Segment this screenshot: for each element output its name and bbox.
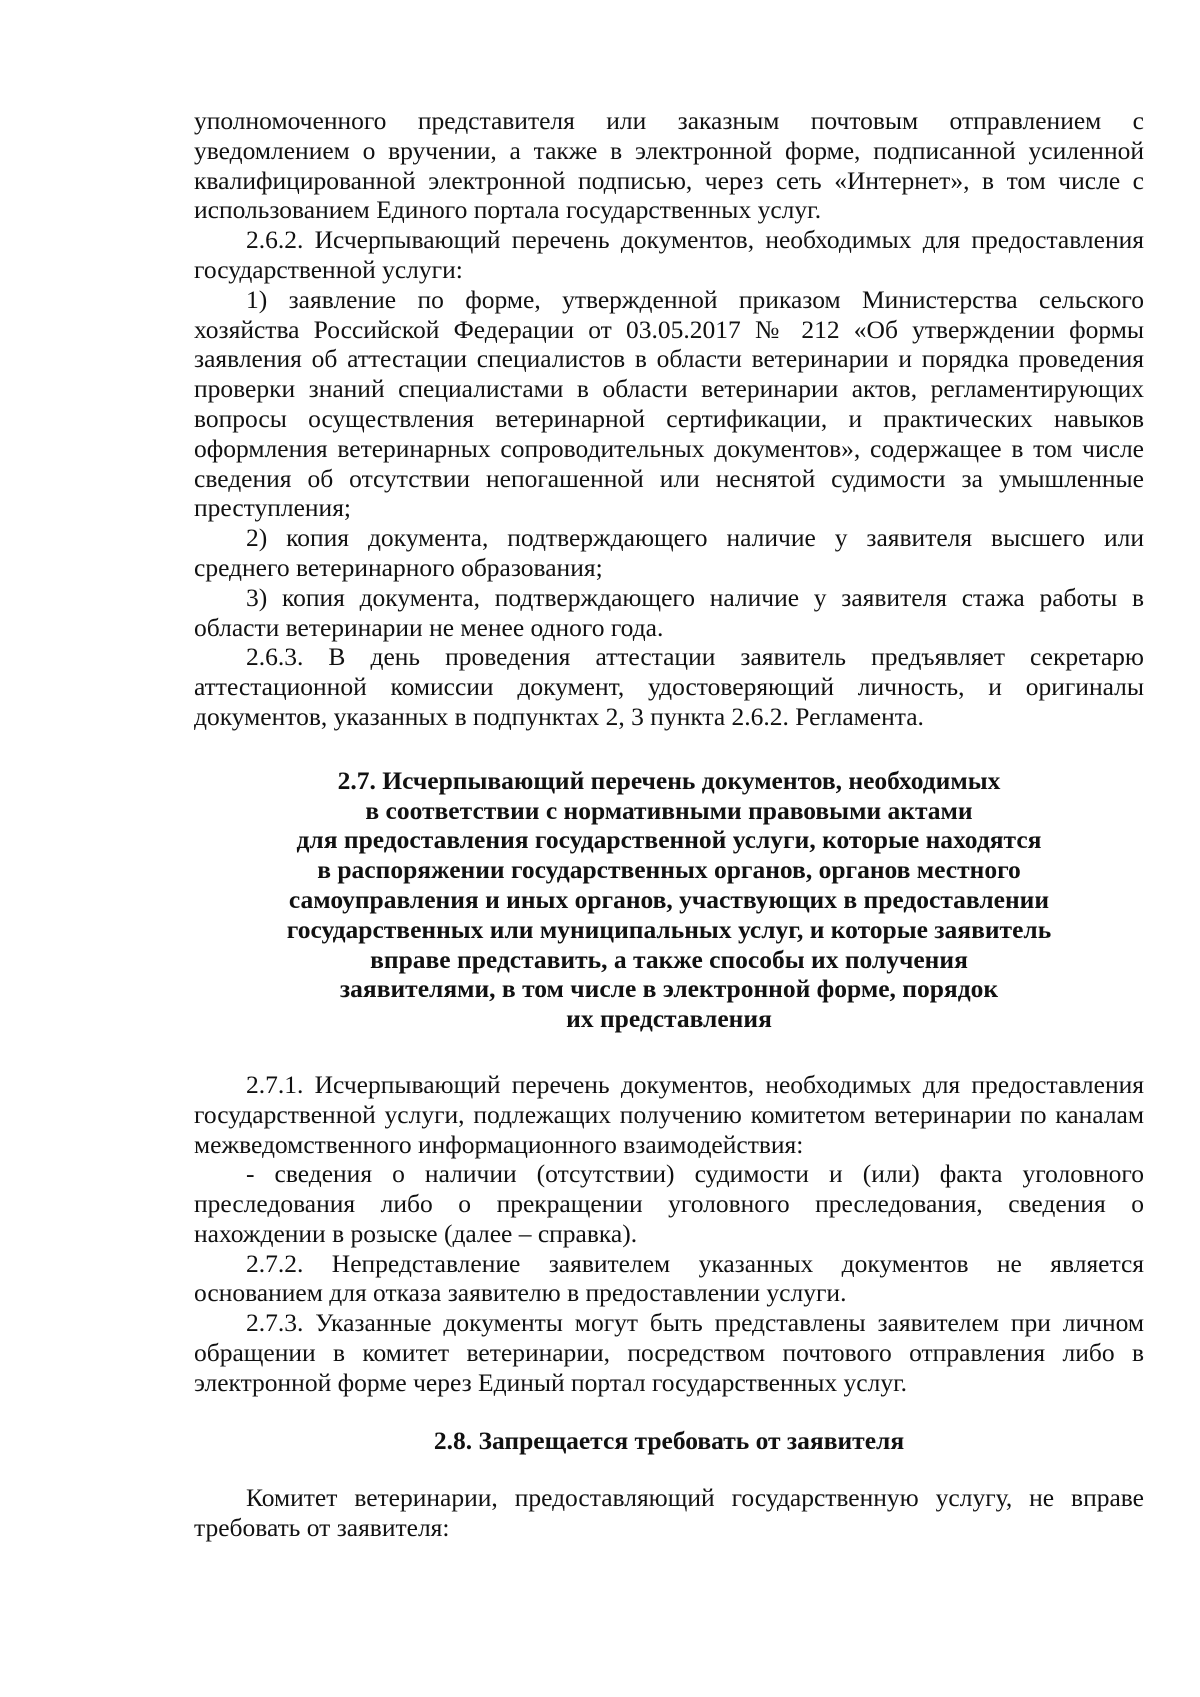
paragraph-2-7-3: 2.7.3. Указанные документы могут быть представлены заявителем при личном обращении в комитет ветеринарии, посредством почтового отправления либо в электронной форме через Единый портал государственных услуг. bbox=[194, 1308, 1144, 1397]
section-heading-2-8: 2.8. Запрещается требовать от заявителя bbox=[433, 1425, 905, 1455]
document-page bbox=[194, 106, 1144, 1543]
list-item-1: 1) заявление по форме, утвержденной приказом Министерства сельского хозяйства Российской Федерации от 03.05.2017 № 212 «Об утверждении формы заявления об аттестации специалистов в области ветеринарии и порядка проведения проверки знаний специалистами в области ветеринарии актов, регламентирующих вопросы осуществления ветеринарной сертификации, и практических навыков оформления ветеринарных сопроводительных документов», содержащее в том числе сведения об отсутствии непогашенной или неснятой судимости за умышленные преступления; bbox=[194, 284, 1144, 523]
list-item-2: 2) копия документа, подтверждающего наличие у заявителя высшего или среднего ветеринарного образования; bbox=[194, 523, 1144, 582]
heading-line: в распоряжении государственных органов, органов местного bbox=[317, 855, 1021, 885]
heading-line: для предоставления государственной услуги, которые находятся bbox=[296, 825, 1042, 855]
paragraph-2-8-intro: Комитет ветеринарии, предоставляющий государственную услугу, не вправе требовать от заявителя: bbox=[194, 1483, 1144, 1543]
heading-line: государственных или муниципальных услуг, и которые заявитель bbox=[286, 914, 1052, 944]
paragraph-2-6-3: 2.6.3. В день проведения аттестации заявитель предъявляет секретарю аттестационной комиссии документ, удостоверяющий личность, и оригиналы документов, указанных в подпунктах 2, 3 пункта 2.6.2. Регламента. bbox=[194, 642, 1144, 731]
heading-line: заявителями, в том числе в электронной форме, порядок bbox=[339, 974, 999, 1004]
heading-line: вправе представить, а также способы их получения bbox=[370, 944, 968, 974]
list-item-3: 3) копия документа, подтверждающего наличие у заявителя стажа работы в области ветеринарии не менее одного года. bbox=[194, 582, 1144, 642]
heading-line: самоуправления и иных органов, участвующих в предоставлении bbox=[288, 884, 1050, 914]
paragraph-2-7-2: 2.7.2. Непредставление заявителем указанных документов не является основанием для отказа заявителю в предоставлении услуги. bbox=[194, 1248, 1144, 1308]
paragraph-dash-item: - сведения о наличии (отсутствии) судимости и (или) факта уголовного преследования либо о прекращении уголовного преследования, сведения о нахождении в розыске (далее – справка). bbox=[194, 1159, 1144, 1248]
heading-line: в соответствии с нормативными правовыми актами bbox=[365, 795, 973, 825]
heading-line: их представления bbox=[566, 1004, 772, 1034]
paragraph-continuation: уполномоченного представителя или заказным почтовым отправлением с уведомлением о вручении, а также в электронной форме, подписанной усиленной квалифицированной электронной подписью, через сеть «Интернет», в том числе с использованием Единого портала государственных услуг. bbox=[194, 106, 1144, 225]
paragraph-2-6-2: 2.6.2. Исчерпывающий перечень документов, необходимых для предоставления государственной услуги: bbox=[194, 225, 1144, 284]
heading-line: 2.7. Исчерпывающий перечень документов, необходимых bbox=[337, 765, 1001, 795]
paragraph-2-7-1: 2.7.1. Исчерпывающий перечень документов, необходимых для предоставления государственной услуги, подлежащих получению комитетом ветеринарии по каналам межведомственного информационного взаимодействия: bbox=[194, 1069, 1144, 1159]
section-heading-2-7 bbox=[194, 766, 1144, 1034]
